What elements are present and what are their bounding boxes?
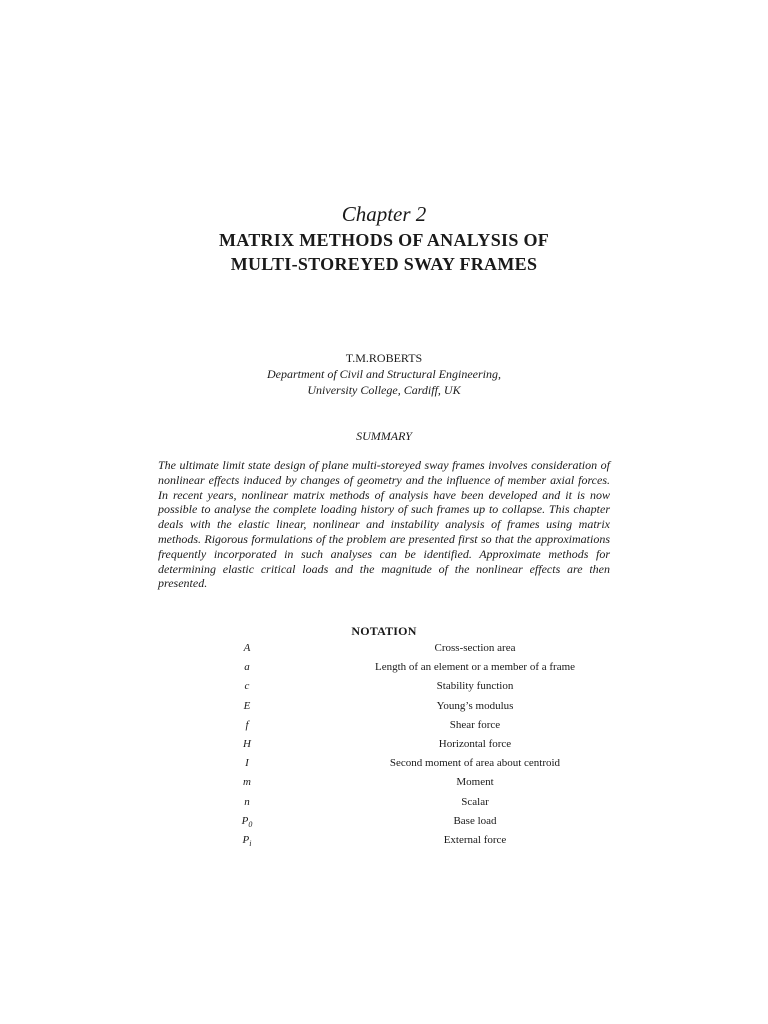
author-affiliation	[0, 366, 768, 398]
notation-row	[0, 658, 768, 677]
notation-symbol-text: P	[241, 814, 249, 827]
notation-row	[0, 639, 768, 658]
notation-row	[0, 716, 768, 735]
notation-symbol	[236, 754, 258, 773]
notation-symbol	[236, 639, 258, 658]
notation-description: Base load	[453, 814, 497, 827]
notation-description: Length of an element or a member of a frame	[374, 661, 576, 674]
notation-symbol-subscript: 0	[248, 819, 253, 829]
notation-symbol-text: A	[243, 642, 251, 654]
notation-symbol-text: P	[242, 833, 250, 846]
notation-symbol-text: H	[243, 737, 251, 750]
notation-symbol	[236, 677, 258, 696]
notation-symbol	[236, 793, 258, 812]
notation-symbol	[236, 716, 258, 735]
notation-row	[0, 677, 768, 696]
notation-symbol-text: E	[243, 699, 251, 712]
author-name: T.M.ROBERTS	[345, 351, 423, 365]
summary-paragraph: The ultimate limit state design of plane multi-storeyed sway frames involves consideration of nonlinear effects induced by changes of geometry and the influence of member axial forces. In recent years, nonlinear matrix methods of analysis have been developed and it is now possible to analyse the complete loading history of such frames up to collapse. This chapter deals with the elastic linear, nonlinear and instability analysis of frames using matrix methods. Rigorous formulations of the problem are presented first so that the approximations frequently incorporated in such analyses can be identified. Approximate methods for determining elastic critical loads and the magnitude of the nonlinear effects are then presented.	[158, 458, 610, 591]
notation-description: Young’s modulus	[436, 699, 514, 712]
notation-description: Shear force	[449, 718, 501, 731]
notation-description: Cross-section area	[434, 642, 516, 654]
notation-symbol	[236, 831, 258, 853]
chapter-label: Chapter 2	[341, 202, 427, 226]
notation-row	[0, 831, 768, 850]
notation-row	[0, 754, 768, 773]
notation-symbol	[236, 735, 258, 754]
notation-row	[0, 697, 768, 716]
notation-symbol	[236, 697, 258, 716]
affiliation-line: Department of Civil and Structural Engineering,	[267, 367, 501, 381]
chapter-title	[0, 228, 768, 276]
notation-symbol-text: f	[245, 718, 249, 731]
notation-row	[0, 793, 768, 812]
notation-symbol	[236, 658, 258, 677]
notation-symbol	[236, 773, 258, 792]
notation-symbol-text: n	[244, 795, 250, 808]
notation-heading: NOTATION	[351, 624, 417, 638]
notation-row	[0, 735, 768, 754]
notation-symbol-text: m	[243, 776, 251, 789]
notation-description: Horizontal force	[438, 737, 512, 750]
notation-description: Moment	[456, 776, 494, 789]
chapter-title-line: MATRIX METHODS OF ANALYSIS OF	[218, 230, 550, 250]
notation-symbol-subscript: i	[249, 839, 252, 849]
notation-description: Second moment of area about centroid	[389, 757, 561, 770]
chapter-title-line: MULTI-STOREYED SWAY FRAMES	[230, 254, 538, 274]
notation-description: Stability function	[436, 680, 514, 693]
notation-row	[0, 812, 768, 831]
notation-row	[0, 773, 768, 792]
notation-symbol-text: a	[244, 661, 250, 674]
summary-heading: SUMMARY	[356, 429, 412, 443]
notation-symbol-text: c	[244, 680, 250, 693]
notation-description: External force	[443, 833, 507, 846]
affiliation-line: University College, Cardiff, UK	[307, 383, 461, 397]
notation-list	[0, 639, 768, 850]
notation-description: Scalar	[461, 795, 489, 808]
notation-symbol-text: I	[245, 757, 249, 770]
